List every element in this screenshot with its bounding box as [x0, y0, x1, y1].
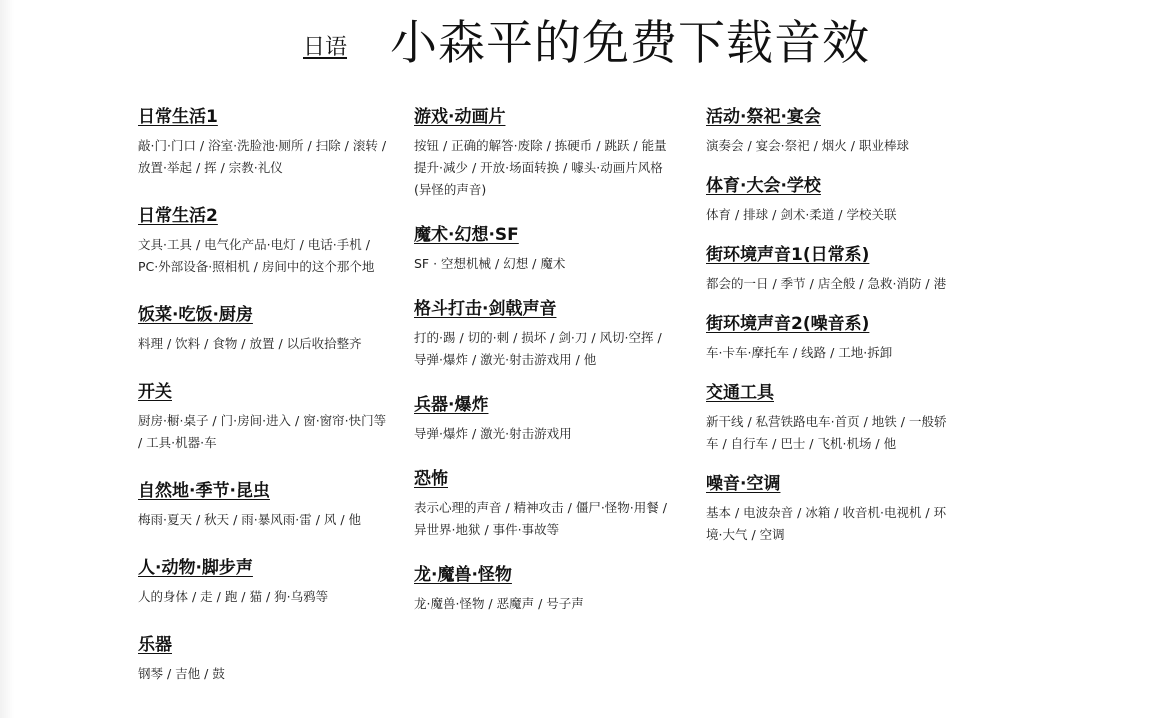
category-sports-school — [706, 174, 956, 226]
category-column-2 — [414, 105, 676, 637]
page-header — [0, 14, 1160, 74]
category-link[interactable]: 活动·祭祀·宴会 — [706, 107, 821, 127]
category-events-festival — [706, 105, 956, 157]
language-link-japanese[interactable]: 日语 — [303, 35, 348, 60]
category-column-1 — [138, 105, 388, 710]
category-description: 都会的一日 / 季节 / 店全般 / 急救·消防 / 港 — [706, 276, 947, 291]
category-description: 敲·门·门口 / 浴室·洗脸池·厕所 / 扫除 / 滚转 / 放置·举起 / 挥 / 宗教·礼仪 — [138, 138, 387, 175]
left-edge-shadow — [0, 0, 14, 718]
category-link[interactable]: 街环境声音2(噪音系) — [706, 314, 870, 334]
category-transport — [706, 381, 956, 455]
category-column-3 — [706, 105, 956, 563]
category-description: 新干线 / 私营铁路电车·首页 / 地铁 / 一般轿车 / 自行车 / 巴士 / 飞机·机场 / 他 — [706, 414, 947, 451]
category-link[interactable]: 恐怖 — [414, 469, 448, 489]
category-food-kitchen — [138, 303, 388, 355]
category-description: SF · 空想机械 / 幻想 / 魔术 — [414, 256, 566, 271]
category-description: 钢琴 / 吉他 / 鼓 — [138, 666, 225, 681]
category-link[interactable]: 兵器·爆炸 — [414, 395, 489, 415]
category-description: 文具·工具 / 电气化产品·电灯 / 电话·手机 / PC·外部设备·照相机 / 房间中的这个那个地 — [138, 237, 375, 274]
category-nature-seasons-insects — [138, 479, 388, 531]
category-description: 打的·踢 / 切的·刺 / 损坏 / 剑·刀 / 风切·空挥 / 导弹·爆炸 / 激光·射击游戏用 / 他 — [414, 330, 662, 367]
category-description: 厨房·橱·桌子 / 门·房间·进入 / 窗·窗帘·快门等 / 工具·机器·车 — [138, 413, 387, 450]
category-link[interactable]: 体育·大会·学校 — [706, 176, 821, 196]
category-daily-life-1 — [138, 105, 388, 179]
category-street-ambience-2 — [706, 312, 956, 364]
category-description: 人的身体 / 走 / 跑 / 猫 / 狗·乌鸦等 — [138, 589, 329, 604]
category-open-close — [138, 380, 388, 454]
category-description: 料理 / 饮料 / 食物 / 放置 / 以后收拾整齐 — [138, 336, 362, 351]
category-link[interactable]: 开关 — [138, 382, 172, 402]
category-link[interactable]: 日常生活1 — [138, 107, 218, 127]
category-link[interactable]: 噪音·空调 — [706, 474, 781, 494]
category-combat-sword — [414, 297, 676, 371]
category-link[interactable]: 饭菜·吃饭·厨房 — [138, 305, 253, 325]
category-link[interactable]: 格斗打击·剑戟声音 — [414, 299, 557, 319]
category-people-animals-footsteps — [138, 556, 388, 608]
category-description: 导弹·爆炸 / 激光·射击游戏用 — [414, 426, 572, 441]
category-horror — [414, 467, 676, 541]
category-daily-life-2 — [138, 204, 388, 278]
category-link[interactable]: 自然地·季节·昆虫 — [138, 481, 270, 501]
category-description: 梅雨·夏天 / 秋天 / 雨·暴风雨·雷 / 风 / 他 — [138, 512, 362, 527]
category-link[interactable]: 魔术·幻想·SF — [414, 225, 519, 245]
category-link[interactable]: 人·动物·脚步声 — [138, 558, 253, 578]
category-link[interactable]: 街环境声音1(日常系) — [706, 245, 870, 265]
category-description: 表示心理的声音 / 精神攻击 / 僵尸·怪物·用餐 / 异世界·地狱 / 事件·事故等 — [414, 500, 667, 537]
category-dragon-monster — [414, 563, 676, 615]
category-street-ambience-1 — [706, 243, 956, 295]
category-weapons-explosion — [414, 393, 676, 445]
page-title: 小森平的免费下载音效 — [390, 16, 870, 71]
category-description: 龙·魔兽·怪物 / 恶魔声 / 号子声 — [414, 596, 584, 611]
category-description: 基本 / 电波杂音 / 冰箱 / 收音机·电视机 / 环境·大气 / 空调 — [706, 505, 947, 542]
category-link[interactable]: 日常生活2 — [138, 206, 218, 226]
category-link[interactable]: 交通工具 — [706, 383, 774, 403]
category-link[interactable]: 乐器 — [138, 635, 172, 655]
category-noise-aircon — [706, 472, 956, 546]
category-description: 按钮 / 正确的解答·废除 / 拣硬币 / 跳跃 / 能量提升·减少 / 开放·场面转换 / 噱头·动画片风格(异怪的声音) — [414, 138, 667, 197]
category-link[interactable]: 龙·魔兽·怪物 — [414, 565, 512, 585]
category-magic-fantasy-sf — [414, 223, 676, 275]
category-description: 车·卡车·摩托车 / 线路 / 工地·拆卸 — [706, 345, 893, 360]
category-instruments — [138, 633, 388, 685]
category-description: 演奏会 / 宴会·祭祀 / 烟火 / 职业棒球 — [706, 138, 909, 153]
category-link[interactable]: 游戏·动画片 — [414, 107, 506, 127]
category-description: 体育 / 排球 / 剑术·柔道 / 学校关联 — [706, 207, 897, 222]
category-game-anime — [414, 105, 676, 201]
